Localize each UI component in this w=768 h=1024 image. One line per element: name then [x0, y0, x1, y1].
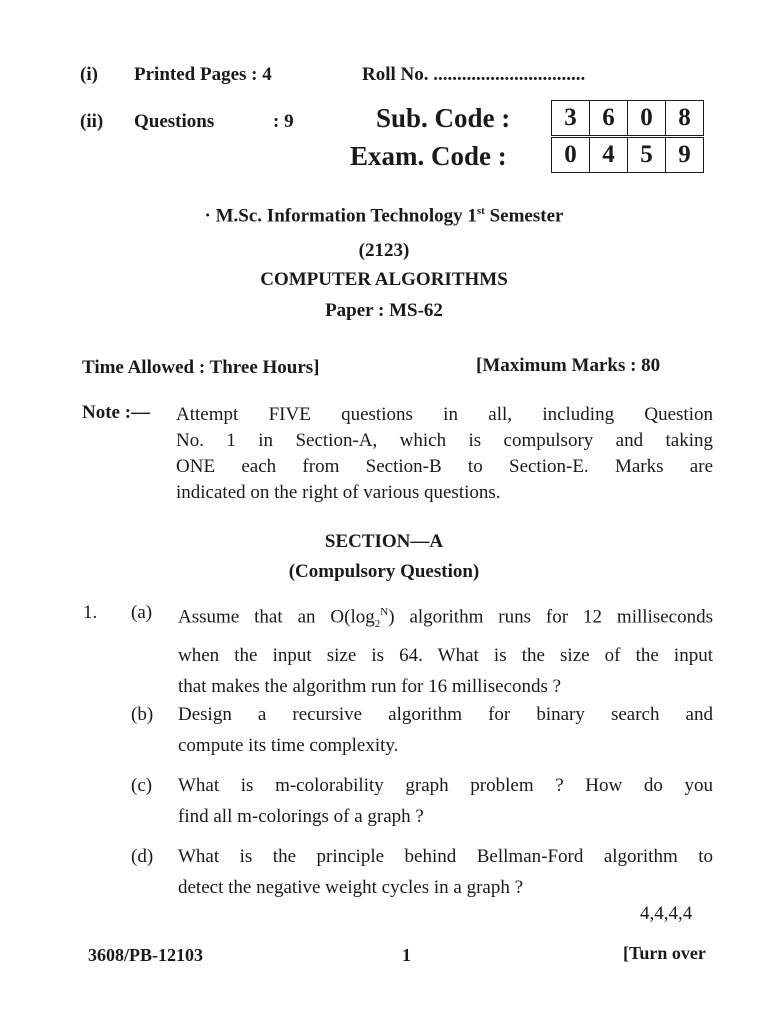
exam-code-boxes — [551, 137, 704, 173]
log-base-subscript: 2 — [374, 618, 381, 631]
printed-pages-number: (i) — [80, 64, 98, 85]
question-part-label: (d) — [131, 846, 154, 867]
question-text: Assume that an O(log — [178, 606, 375, 628]
sub-code-digit: 3 — [552, 101, 590, 135]
note-line: No. 1 in Section-A, which is compulsory and taking — [176, 430, 713, 451]
sub-code-label: Sub. Code : — [376, 103, 511, 133]
course-bullet: · — [204, 205, 211, 227]
time-allowed: Time Allowed : Three Hours] — [82, 357, 320, 378]
note-line: indicated on the right of various questions. — [176, 482, 501, 503]
question-part-a — [178, 597, 713, 702]
sub-code-digit: 6 — [590, 101, 628, 135]
question-line: when the input size is 64. What is the size of the input — [178, 645, 713, 667]
question-number: 1. — [83, 602, 98, 623]
turn-over-label: [Turn over — [623, 943, 706, 963]
sub-code-digit: 8 — [678, 104, 691, 131]
question-text: ) algorithm runs for 12 milliseconds — [388, 606, 713, 628]
paper-code: Paper : MS-62 — [325, 300, 443, 321]
question-part-b — [178, 699, 713, 761]
roll-number-field: Roll No. ................................ — [362, 64, 586, 85]
questions-count-value: : 9 — [273, 111, 294, 132]
question-marks: 4,4,4,4 — [640, 903, 693, 924]
question-part-c — [178, 770, 713, 832]
question-line: Design a recursive algorithm for binary search and — [178, 704, 713, 725]
question-part-label: (c) — [131, 775, 153, 796]
note-label: Note :— — [82, 402, 151, 423]
section-subheading: (Compulsory Question) — [288, 561, 480, 582]
course-title — [0, 205, 768, 227]
question-part-label: (a) — [131, 602, 153, 623]
sub-code-boxes — [551, 100, 704, 136]
section-heading: SECTION—A — [324, 531, 444, 552]
subject-title: COMPUTER ALGORITHMS — [260, 269, 508, 290]
exam-code-digit: 5 — [628, 138, 666, 172]
exam-code-label: Exam. Code : — [350, 141, 507, 171]
maximum-marks: [Maximum Marks : 80 — [476, 355, 661, 376]
note-instructions — [176, 402, 713, 506]
questions-count-label: Questions — [134, 111, 215, 132]
note-line: ONE each from Section-B to Section-E. Marks are — [176, 456, 713, 477]
question-line: detect the negative weight cycles in a graph ? — [178, 877, 524, 898]
note-line: Attempt FIVE questions in all, including Question — [176, 404, 713, 425]
question-line: that makes the algorithm run for 16 milliseconds ? — [178, 676, 562, 698]
course-superscript: st — [476, 205, 485, 217]
question-part-label: (b) — [131, 704, 154, 725]
page-number: 1 — [402, 945, 411, 965]
exam-code-digit: 4 — [590, 138, 628, 172]
log-exponent-superscript: N — [380, 606, 389, 618]
questions-count-number: (ii) — [80, 111, 104, 132]
question-line — [178, 597, 713, 640]
question-line: What is m-colorability graph problem ? How do you — [178, 775, 713, 796]
sub-code-digit: 0 — [628, 101, 666, 135]
question-line: find all m-colorings of a graph ? — [178, 806, 424, 827]
course-semester: Semester — [484, 205, 564, 227]
exam-code-digit: 9 — [678, 141, 691, 168]
course-name: M.Sc. Information Technology 1 — [215, 205, 477, 227]
paper-year: (2123) — [358, 240, 410, 261]
exam-code-digit: 0 — [552, 138, 590, 172]
question-part-d — [178, 841, 713, 903]
printed-pages-label: Printed Pages : 4 — [134, 64, 272, 85]
question-line: What is the principle behind Bellman-Ford algorithm to — [178, 846, 713, 867]
question-line: compute its time complexity. — [178, 735, 399, 756]
footer-paper-code: 3608/PB-12103 — [88, 945, 203, 965]
